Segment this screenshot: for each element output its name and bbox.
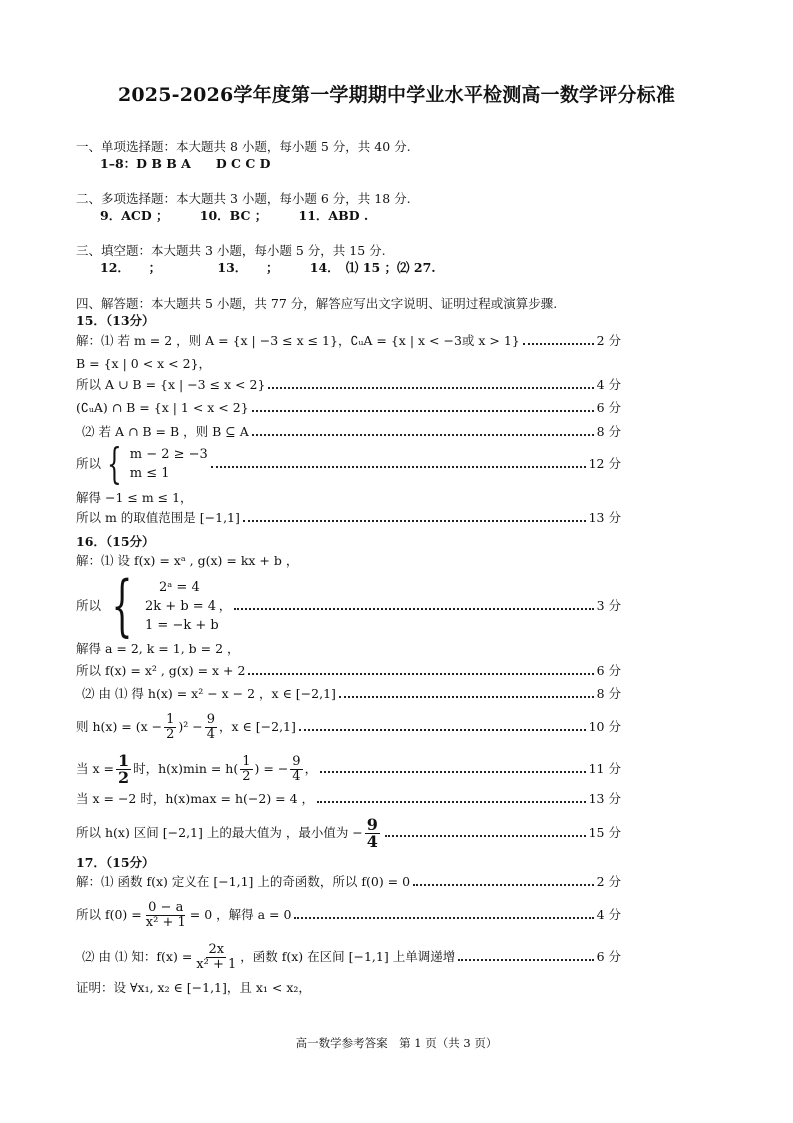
q16-system-row-3: 1 = −k + b xyxy=(145,617,219,633)
q15-line-4-score: 6 分 xyxy=(596,400,621,415)
q15-line-1-score: 2 分 xyxy=(596,333,621,348)
q17-line-3-a: ⑵ 由 ⑴ 知：f(x) = xyxy=(82,949,193,964)
leader-dots xyxy=(211,466,586,468)
q16-line-6-a: 则 h(x) = (x − xyxy=(76,719,163,734)
page-footer: 高一数学参考答案 第 1 页（共 3 页） xyxy=(295,1036,498,1050)
leader-dots xyxy=(320,771,586,773)
q15-line-1-text: 解：⑴ 若 m = 2 ，则 A = {x | −3 ≤ x ≤ 1}，∁ᵤA = {x | x < −3或 x > 1} xyxy=(76,333,520,348)
q16-line-9-text: 所以 h(x) 区间 [−2,1] 上的最大值为 ，最小值为 − xyxy=(76,825,363,840)
q15-line-6-label: 所以 xyxy=(76,456,102,471)
fraction-numerator: 1 xyxy=(117,750,130,770)
q15-line-4-text: (∁ᵤA) ∩ B = {x | 1 < x < 2} xyxy=(76,400,249,415)
q16-line-9 xyxy=(76,816,621,850)
q15-line-6-score: 12 分 xyxy=(588,456,621,471)
q15-line-3-score: 4 分 xyxy=(596,377,621,392)
q17-line-2-score: 4 分 xyxy=(596,907,621,922)
q15-line-8-score: 13 分 xyxy=(588,510,621,525)
q16-line-7-score: 11 分 xyxy=(588,761,621,776)
q16-line-5-score: 8 分 xyxy=(596,686,621,701)
q15-line-7: 解得 −1 ≤ m ≤ 1， xyxy=(76,490,193,505)
q15-line-8-text: 所以 m 的取值范围是 [−1,1] xyxy=(76,510,240,525)
q16-line-8-score: 13 分 xyxy=(588,791,621,806)
q16-line-7 xyxy=(76,752,621,786)
q17-line-3-score: 6 分 xyxy=(596,949,621,964)
leader-dots xyxy=(243,520,586,522)
left-brace-icon: { xyxy=(111,567,133,644)
q16-line-5-text: ⑵ 由 ⑴ 得 h(x) = x² − x − 2 ，x ∈ [−2,1] xyxy=(82,686,336,701)
q16-line-2-label: 所以 xyxy=(76,598,102,613)
left-brace-icon: { xyxy=(107,439,122,488)
q15-line-6 xyxy=(76,439,621,488)
q16-heading: 16．（15分） xyxy=(76,534,155,549)
q16-line-4 xyxy=(76,663,621,679)
leader-dots xyxy=(248,673,593,675)
q15-line-4 xyxy=(76,400,621,416)
fraction xyxy=(240,755,252,784)
q16-line-7-c: ) = − xyxy=(254,761,289,776)
q16-system-row-1: 2ᵃ = 4 xyxy=(159,579,200,595)
leader-dots xyxy=(413,884,593,886)
q16-line-8 xyxy=(76,791,621,807)
q15-line-5 xyxy=(76,424,621,440)
fraction-numerator: 2x xyxy=(208,941,225,957)
q15-line-3 xyxy=(76,377,621,393)
fraction-numerator: 0 − a xyxy=(148,899,184,915)
fraction-numerator: 1 xyxy=(242,753,251,769)
fraction-denominator: 4 xyxy=(366,831,378,851)
section-1-answers: 1–8：D B B A D C C D xyxy=(100,156,271,171)
fraction xyxy=(194,943,238,972)
leader-dots xyxy=(385,835,586,837)
section-4-header: 四、解答题：本大题共 5 小题，共 77 分，解答应写出文字说明、证明过程或演算步骤. xyxy=(76,296,558,311)
fraction-numerator: 1 xyxy=(166,711,175,727)
q16-line-9-score: 15 分 xyxy=(588,825,621,840)
q16-line-7-a: 当 x = xyxy=(76,761,114,776)
q17-line-1-text: 解：⑴ 函数 f(x) 定义在 [−1,1] 上的奇函数，所以 f(0) = 0 xyxy=(76,874,411,889)
q16-line-6-b: )² − xyxy=(178,719,203,734)
q15-line-8 xyxy=(76,510,621,526)
fraction-denominator: x² + 1 xyxy=(196,956,237,972)
q15-line-2: B = {x | 0 < x < 2}， xyxy=(76,356,212,371)
document-title: 2025-2026学年度第一学期期中学业水平检测高一数学评分标准 xyxy=(117,84,676,106)
q16-line-1: 解：⑴ 设 f(x) = xᵃ , g(x) = kx + b ， xyxy=(76,553,299,568)
q16-system xyxy=(101,567,219,644)
q15-line-5-text: ⑵ 若 A ∩ B = B ，则 B ⊆ A xyxy=(82,424,249,439)
section-2-answers: 9．ACD ； 10．BC ； 11．ABD . xyxy=(100,208,369,223)
q15-system-row-1: m − 2 ≥ −3 xyxy=(129,447,208,462)
fraction xyxy=(164,713,176,742)
q15-line-3-text: 所以 A ∪ B = {x | −3 ≤ x < 2} xyxy=(76,377,266,392)
leader-dots xyxy=(252,434,594,436)
fraction-denominator: 2 xyxy=(166,726,175,742)
fraction xyxy=(290,755,302,784)
section-2-header: 二、多项选择题：本大题共 3 小题，每小题 6 分，共 18 分. xyxy=(76,191,411,206)
q17-line-3 xyxy=(76,940,621,974)
q16-line-6 xyxy=(76,710,621,744)
fraction xyxy=(205,713,217,742)
fraction-numerator: 9 xyxy=(206,711,216,727)
q16-system-row-2: 2k + b = 4 xyxy=(145,598,217,614)
fraction-denominator: 2 xyxy=(242,768,251,784)
q17-line-4: 证明：设 ∀x₁, x₂ ∈ [−1,1]，且 x₁ < x₂， xyxy=(76,980,311,995)
q15-system xyxy=(101,439,208,488)
section-3-header: 三、填空题：本大题共 3 小题，每小题 5 分，共 15 分. xyxy=(76,243,386,258)
leader-dots xyxy=(294,917,593,919)
section-1-header: 一、单项选择题：本大题共 8 小题，每小题 5 分，共 40 分. xyxy=(76,139,411,154)
leader-dots xyxy=(268,387,593,389)
leader-dots xyxy=(234,608,593,610)
q16-line-5 xyxy=(76,686,621,702)
q16-line-7-d: ， xyxy=(304,761,318,776)
q16-line-2-comma: ， xyxy=(218,598,232,613)
q15-line-5-score: 8 分 xyxy=(596,424,621,439)
q16-line-2 xyxy=(76,567,621,644)
section-3-answers: 12． ； 13． ； 14． ⑴ 15 ；⑵ 27. xyxy=(100,260,436,275)
q17-line-2-b: = 0 ，解得 a = 0 xyxy=(189,907,292,922)
q16-line-8-text: 当 x = −2 时，h(x)max = h(−2) = 4 ， xyxy=(76,791,315,806)
leader-dots xyxy=(458,959,593,961)
q17-line-1-score: 2 分 xyxy=(596,874,621,889)
fraction-numerator: 9 xyxy=(366,814,378,834)
fraction-denominator: 4 xyxy=(206,726,216,742)
leader-dots xyxy=(339,696,594,698)
q15-line-1 xyxy=(76,333,621,349)
q16-line-7-b: 时，h(x)min = h( xyxy=(133,761,239,776)
q16-line-3: 解得 a = 2, k = 1, b = 2 ， xyxy=(76,641,240,656)
q16-line-4-score: 6 分 xyxy=(596,663,621,678)
leader-dots xyxy=(299,729,586,731)
fraction-denominator: 2 xyxy=(117,767,130,787)
q17-heading: 17．（15分） xyxy=(76,855,155,870)
fraction xyxy=(116,750,131,787)
q16-line-2-score: 3 分 xyxy=(596,598,621,613)
q17-line-2 xyxy=(76,898,621,932)
fraction-denominator: x² + 1 xyxy=(145,914,186,930)
fraction xyxy=(144,901,188,930)
q17-line-2-a: 所以 f(0) = xyxy=(76,907,142,922)
leader-dots xyxy=(523,343,594,345)
q17-line-1 xyxy=(76,874,621,890)
fraction-numerator: 9 xyxy=(292,753,301,769)
q17-line-3-b: ，函数 f(x) 在区间 [−1,1] 上单调递增 xyxy=(240,949,456,964)
leader-dots xyxy=(252,410,594,412)
q16-line-6-score: 10 分 xyxy=(588,719,621,734)
q15-system-row-2: m ≤ 1 xyxy=(129,466,170,481)
fraction-denominator: 4 xyxy=(292,768,301,784)
q16-line-4-text: 所以 f(x) = x² , g(x) = x + 2 xyxy=(76,663,246,678)
q15-heading: 15．（13分） xyxy=(76,313,155,328)
q16-line-6-c: ，x ∈ [−2,1] xyxy=(219,719,296,734)
fraction xyxy=(365,814,380,851)
leader-dots xyxy=(317,801,586,803)
